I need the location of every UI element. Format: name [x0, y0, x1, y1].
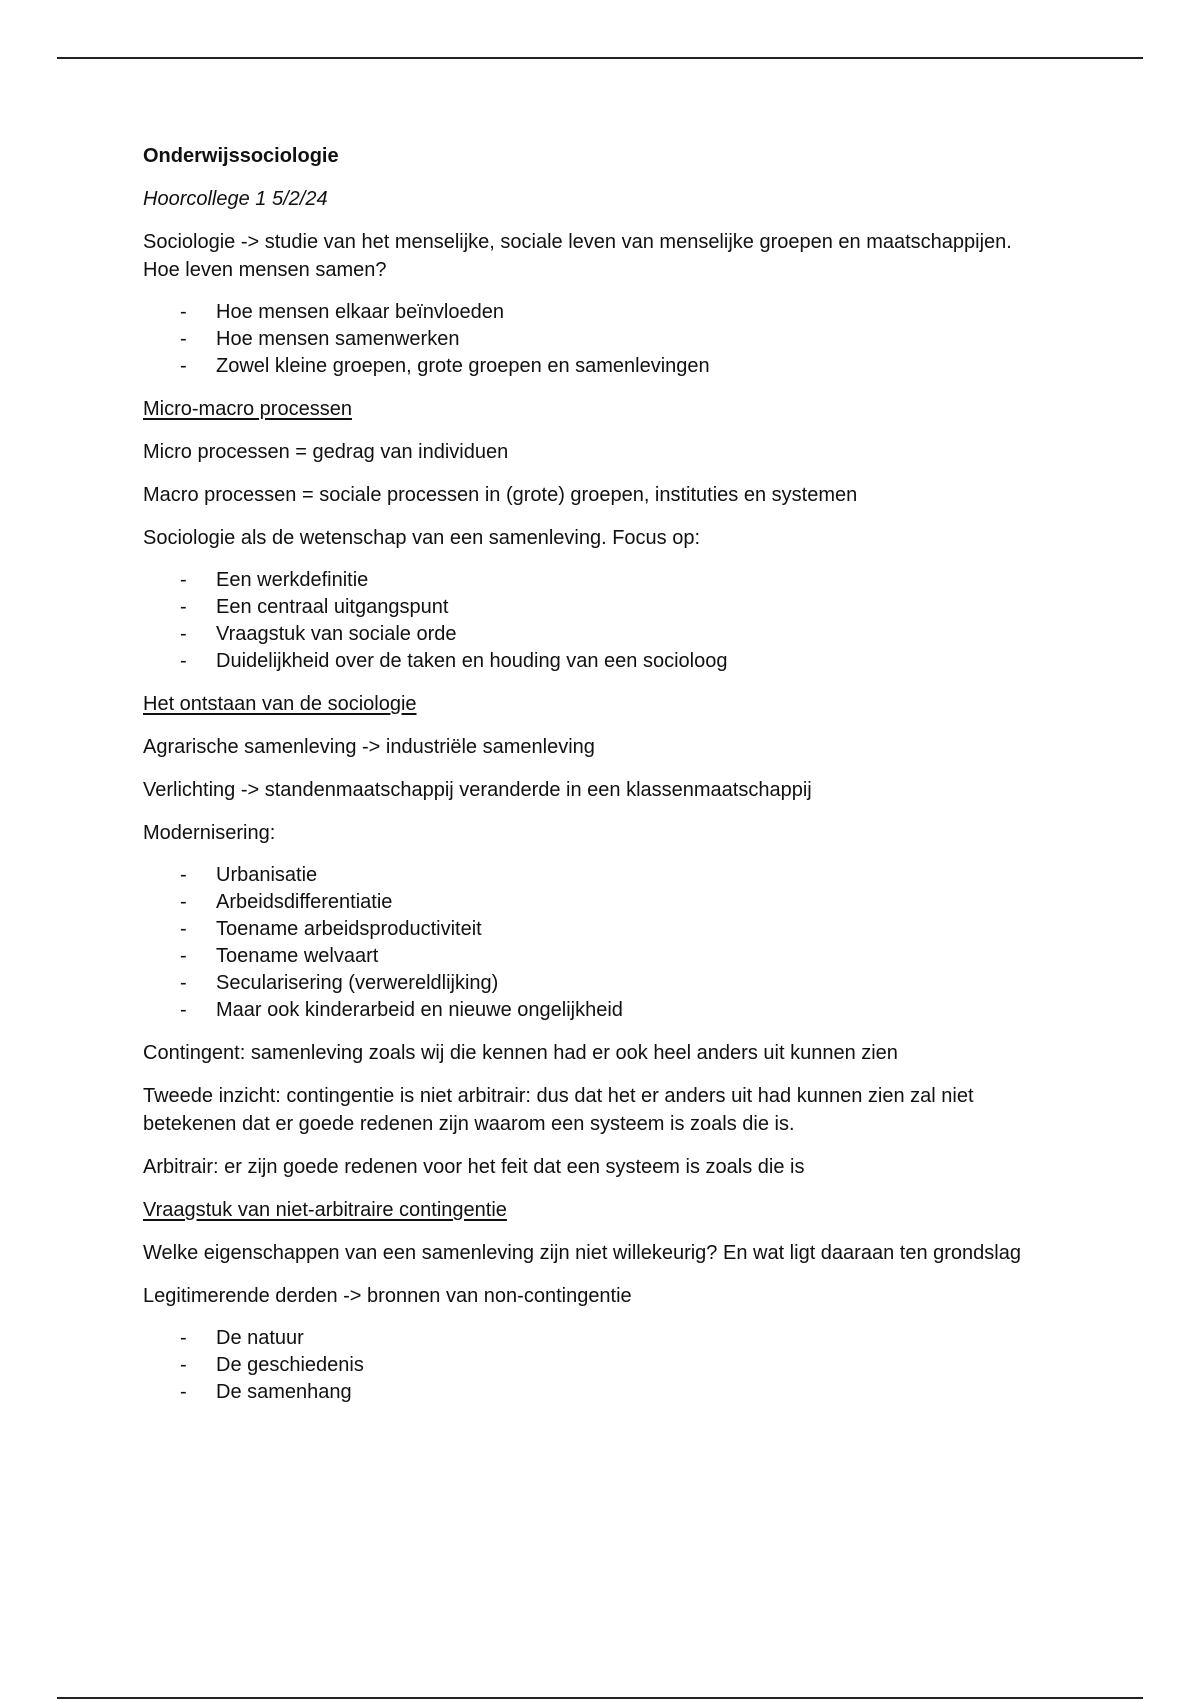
dash-bullet: -: [180, 355, 187, 377]
dash-bullet: -: [180, 569, 187, 591]
dash-bullet: -: [180, 301, 187, 323]
dash-bullet: -: [180, 864, 187, 886]
list-sociologie-aspects: [143, 299, 1043, 380]
list-modernisering: [143, 862, 1043, 1024]
bottom-rule: [57, 1697, 1143, 1699]
list-item: - Hoe mensen samenwerken: [143, 326, 1043, 353]
dash-bullet: -: [180, 891, 187, 913]
dash-bullet: -: [180, 918, 187, 940]
dash-bullet: -: [180, 1327, 187, 1349]
paragraph-modernisering: Modernisering:: [143, 822, 276, 844]
dash-bullet: -: [180, 945, 187, 967]
paragraph-macro: Macro processen = sociale processen in (grote) groepen, instituties en systemen: [143, 484, 858, 506]
list-item: - Toename welvaart: [143, 943, 1043, 970]
list-item: - Zowel kleine groepen, grote groepen en samenlevingen: [143, 353, 1043, 380]
paragraph-tweede-inzicht: Tweede inzicht: contingentie is niet arbitrair: dus dat het er anders uit had kunnen zien zal niet betekenen dat er goede redenen zijn waarom een systeem is zoals die is.: [143, 1085, 974, 1135]
lecture-subtitle: Hoorcollege 1 5/2/24: [143, 188, 328, 210]
list-bronnen: [143, 1325, 1043, 1406]
list-item: - Arbeidsdifferentiatie: [143, 889, 1043, 916]
list-item: - Hoe mensen elkaar beïnvloeden: [143, 299, 1043, 326]
document-title: Onderwijssociologie: [143, 145, 339, 167]
dash-bullet: -: [180, 650, 187, 672]
document-body: [143, 142, 1043, 1421]
dash-bullet: -: [180, 999, 187, 1021]
paragraph-legitimerende-derden: Legitimerende derden -> bronnen van non-contingentie: [143, 1285, 632, 1307]
paragraph-contingent: Contingent: samenleving zoals wij die kennen had er ook heel anders uit kunnen zien: [143, 1042, 898, 1064]
list-item: - Secularisering (verwereldlijking): [143, 970, 1043, 997]
list-focus-points: [143, 567, 1043, 675]
heading-ontstaan: Het ontstaan van de sociologie: [143, 693, 417, 715]
list-item: - Een werkdefinitie: [143, 567, 1043, 594]
list-item: - Toename arbeidsproductiviteit: [143, 916, 1043, 943]
list-item: - De natuur: [143, 1325, 1043, 1352]
list-item: - De geschiedenis: [143, 1352, 1043, 1379]
paragraph-agrarisch: Agrarische samenleving -> industriële samenleving: [143, 736, 595, 758]
dash-bullet: -: [180, 623, 187, 645]
paragraph-sociologie-definition: Sociologie -> studie van het menselijke, sociale leven van menselijke groepen en maatschappijen. Hoe leven mensen samen?: [143, 231, 1012, 281]
paragraph-micro: Micro processen = gedrag van individuen: [143, 441, 509, 463]
top-rule: [57, 57, 1143, 59]
paragraph-focus: Sociologie als de wetenschap van een samenleving. Focus op:: [143, 527, 701, 549]
dash-bullet: -: [180, 328, 187, 350]
list-item: - Maar ook kinderarbeid en nieuwe ongelijkheid: [143, 997, 1043, 1024]
list-item: - De samenhang: [143, 1379, 1043, 1406]
list-item: - Vraagstuk van sociale orde: [143, 621, 1043, 648]
list-item: - Een centraal uitgangspunt: [143, 594, 1043, 621]
dash-bullet: -: [180, 972, 187, 994]
heading-micro-macro: Micro-macro processen: [143, 398, 352, 420]
paragraph-arbitrair: Arbitrair: er zijn goede redenen voor het feit dat een systeem is zoals die is: [143, 1156, 805, 1178]
paragraph-eigenschappen: Welke eigenschappen van een samenleving zijn niet willekeurig? En wat ligt daaraan ten grondslag: [143, 1242, 1021, 1264]
dash-bullet: -: [180, 596, 187, 618]
list-item: - Duidelijkheid over de taken en houding van een socioloog: [143, 648, 1043, 675]
dash-bullet: -: [180, 1354, 187, 1376]
heading-vraagstuk: Vraagstuk van niet-arbitraire contingentie: [143, 1199, 507, 1221]
paragraph-verlichting: Verlichting -> standenmaatschappij veranderde in een klassenmaatschappij: [143, 779, 812, 801]
list-item: - Urbanisatie: [143, 862, 1043, 889]
dash-bullet: -: [180, 1381, 187, 1403]
